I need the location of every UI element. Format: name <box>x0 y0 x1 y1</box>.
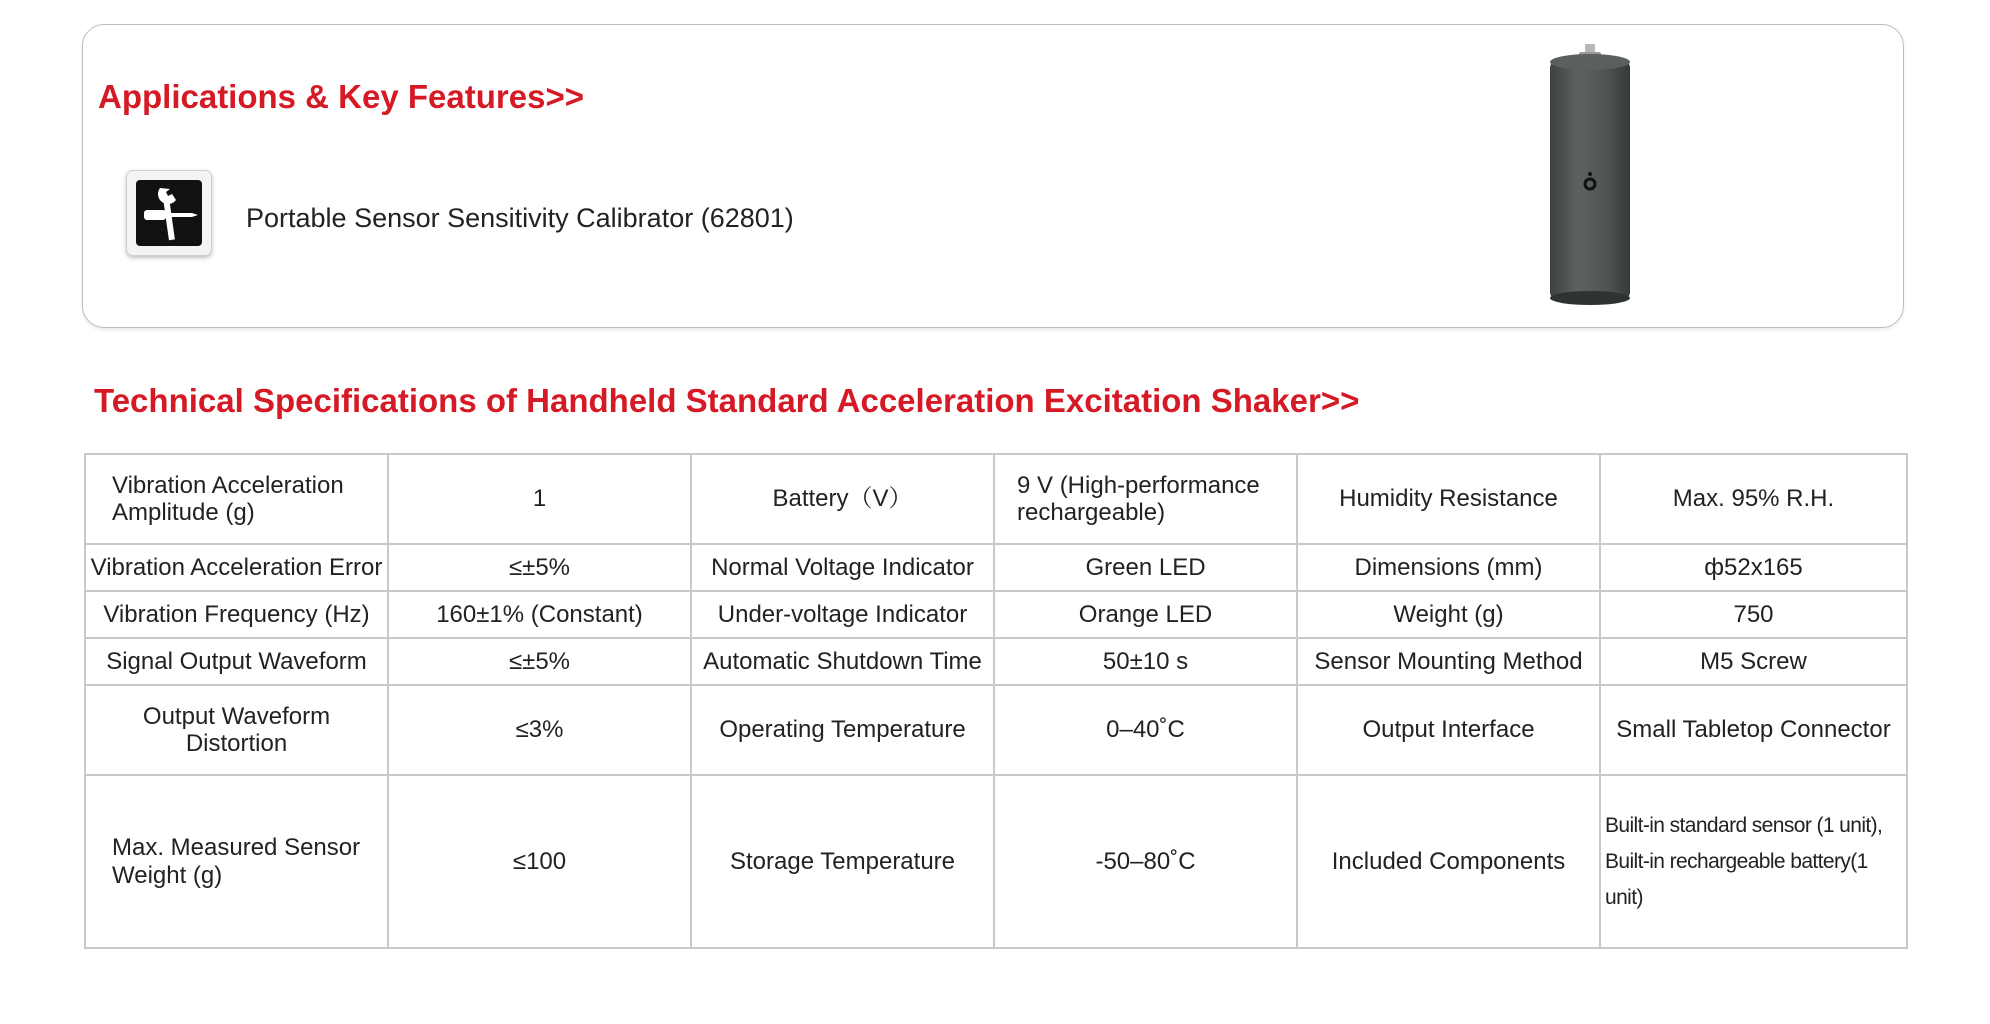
spec-value: M5 Screw <box>1600 638 1907 685</box>
shaker-device-image <box>1545 40 1635 315</box>
spec-table <box>84 453 1908 949</box>
spec-value: 160±1% (Constant) <box>388 591 691 638</box>
table-row <box>85 591 1907 638</box>
table-row <box>85 544 1907 591</box>
spec-value: 1 <box>388 454 691 544</box>
table-row <box>85 454 1907 544</box>
tools-icon <box>126 170 212 256</box>
spec-value-included-components <box>1600 775 1907 948</box>
spec-value: ≤±5% <box>388 544 691 591</box>
spec-label: Output Interface <box>1297 685 1600 775</box>
spec-label: Vibration Acceleration Amplitude (g) <box>85 454 388 544</box>
spec-label: Dimensions (mm) <box>1297 544 1600 591</box>
included-components-line-1: Built-in standard sensor (1 unit), <box>1605 814 1883 838</box>
table-row <box>85 685 1907 775</box>
spec-value: Small Tabletop Connector <box>1600 685 1907 775</box>
spec-value: ≤3% <box>388 685 691 775</box>
feature-item-text: Portable Sensor Sensitivity Calibrator (62801) <box>246 203 794 233</box>
spec-label: Battery（V） <box>691 454 994 544</box>
spec-value: Green LED <box>994 544 1297 591</box>
spec-value: Orange LED <box>994 591 1297 638</box>
spec-value: ≤100 <box>388 775 691 948</box>
spec-value: Max. 95% R.H. <box>1600 454 1907 544</box>
spec-value: ф52x165 <box>1600 544 1907 591</box>
spec-label: Weight (g) <box>1297 591 1600 638</box>
spec-label: Automatic Shutdown Time <box>691 638 994 685</box>
table-row <box>85 638 1907 685</box>
spec-label: Humidity Resistance <box>1297 454 1600 544</box>
spec-label: Under-voltage Indicator <box>691 591 994 638</box>
spec-value: 9 V (High-performance rechargeable) <box>994 454 1297 544</box>
spec-value: -50–80˚C <box>994 775 1297 948</box>
spec-label: Storage Temperature <box>691 775 994 948</box>
spec-label: Included Components <box>1297 775 1600 948</box>
spec-label: Signal Output Waveform <box>85 638 388 685</box>
table-row <box>85 775 1907 948</box>
spec-label: Max. Measured Sensor Weight (g) <box>85 775 388 948</box>
spec-label: Operating Temperature <box>691 685 994 775</box>
spec-label: Vibration Acceleration Error <box>85 544 388 591</box>
spec-label: Output Waveform Distortion <box>85 685 388 775</box>
spec-value: ≤±5% <box>388 638 691 685</box>
spec-label: Sensor Mounting Method <box>1297 638 1600 685</box>
specs-title: Technical Specifications of Handheld Standard Acceleration Excitation Shaker>> <box>94 382 1360 419</box>
spec-label: Normal Voltage Indicator <box>691 544 994 591</box>
spec-value: 50±10 s <box>994 638 1297 685</box>
included-components-line-2: Built-in rechargeable battery(1 unit) <box>1605 849 1868 909</box>
spec-value: 0–40˚C <box>994 685 1297 775</box>
spec-value: 750 <box>1600 591 1907 638</box>
spec-label: Vibration Frequency (Hz) <box>85 591 388 638</box>
features-title: Applications & Key Features>> <box>98 78 584 115</box>
